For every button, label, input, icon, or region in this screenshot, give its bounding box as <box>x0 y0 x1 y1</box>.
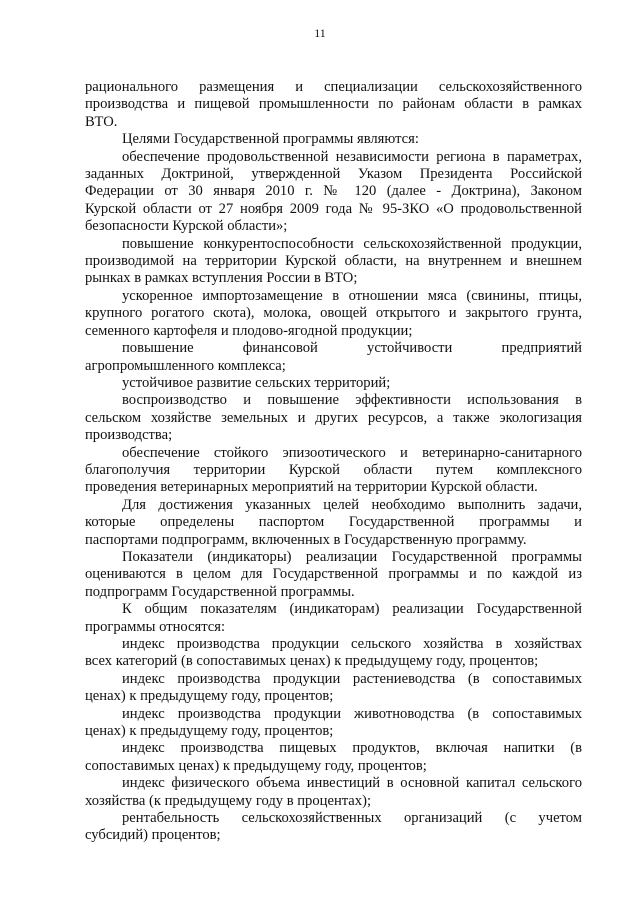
text-line: агропромышленного комплекса; <box>85 357 286 374</box>
text-line: повышение финансовой устойчивости предприятий <box>122 340 582 357</box>
text-line: рационального размещения и специализации сельскохозяйственного <box>85 79 582 95</box>
text-line: рентабельность сельскохозяйственных организаций (с учетом <box>122 810 582 827</box>
text-line: устойчивое развитие сельских территорий; <box>122 374 391 391</box>
text-line: подпрограмм Государственной программы. <box>85 583 355 600</box>
text-line: индекс производства продукции животноводства (в сопоставимых <box>122 705 582 722</box>
text-line: оцениваются в целом для Государственной программы и по каждой из <box>85 566 582 583</box>
text-line: обеспечение стойкого эпизоотического и ветеринарно-санитарного <box>122 444 582 461</box>
text-line: индекс физического объема инвестиций в основной капитал сельского <box>122 775 582 792</box>
text-line: субсидий) процентов; <box>85 827 221 844</box>
text-line: ВТО. <box>85 113 118 130</box>
paragraph <box>85 149 582 236</box>
paragraph <box>85 340 582 375</box>
paragraph <box>85 636 582 671</box>
paragraph <box>85 288 582 340</box>
paragraph <box>85 131 582 148</box>
page-number: 11 <box>314 26 326 40</box>
paragraph <box>85 445 582 497</box>
paragraph <box>85 549 582 601</box>
text-line: паспортами подпрограмм, включенных в Государственную программу. <box>85 531 527 548</box>
paragraph <box>85 497 582 549</box>
text-line: ценах) к предыдущему году, процентов; <box>85 723 334 740</box>
text-line: К общим показателям (индикаторам) реализации Государственной <box>122 601 582 618</box>
paragraph <box>85 236 582 288</box>
document-body <box>85 79 582 845</box>
text-line: производства; <box>85 427 173 444</box>
text-line: хозяйства (к предыдущему году в процентах); <box>85 792 371 809</box>
paragraph <box>85 810 582 845</box>
text-line: программы относятся: <box>85 618 226 635</box>
paragraph <box>85 775 582 810</box>
text-line: производства и пищевой промышленности по районам области в рамках <box>85 96 582 113</box>
text-line: Федерации от 30 января 2010 г. № 120 (далее - Доктрина), Законом <box>85 183 582 200</box>
paragraph <box>85 740 582 775</box>
paragraph <box>85 375 582 392</box>
text-line: которые определены паспортом Государственной программы и <box>85 514 582 531</box>
text-line: воспроизводство и повышение эффективности использования в <box>122 392 582 409</box>
text-line: ценах) к предыдущему году, процентов; <box>85 688 334 705</box>
paragraph <box>85 601 582 636</box>
text-line: благополучия территории Курской области путем комплексного <box>85 461 582 478</box>
text-line: безопасности Курской области»; <box>85 218 288 235</box>
text-line: сельском хозяйстве земельных и других ресурсов, а также экологизация <box>85 409 582 426</box>
text-line: Курской области от 27 ноября 2009 года № 95-ЗКО «О продовольственной <box>85 200 582 217</box>
text-line: индекс производства продукции растениеводства (в сопоставимых <box>122 670 582 687</box>
text-line: Целями Государственной программы являются: <box>122 131 419 148</box>
text-line: всех категорий (в сопоставимых ценах) к предыдущему году, процентов; <box>85 653 539 670</box>
text-line: повышение конкурентоспособности сельскохозяйственной продукции, <box>122 235 582 252</box>
text-line: Для достижения указанных целей необходимо выполнить задачи, <box>122 496 582 513</box>
text-line: сопоставимых ценах) к предыдущему году, процентов; <box>85 757 427 774</box>
text-line: индекс производства продукции сельского хозяйства в хозяйствах <box>122 636 582 652</box>
text-line: рынках в рамках вступления России в ВТО; <box>85 270 358 287</box>
text-line: индекс производства пищевых продуктов, включая напитки (в <box>122 740 582 757</box>
text-line: заданных Доктриной, утвержденной Указом Президента Российской <box>85 166 582 183</box>
paragraph <box>85 706 582 741</box>
text-line: крупного рогатого скота), молока, овощей открытого и закрытого грунта, <box>85 305 582 322</box>
text-line: проведения ветеринарных мероприятий на территории Курской области. <box>85 479 538 496</box>
paragraph <box>85 79 582 131</box>
text-line: производимой на территории Курской области, на внутреннем и внешнем <box>85 253 582 270</box>
paragraph <box>85 671 582 706</box>
text-line: ускоренное импортозамещение в отношении мяса (свинины, птицы, <box>122 287 582 304</box>
text-line: Показатели (индикаторы) реализации Государственной программы <box>122 548 582 565</box>
text-line: семенного картофеля и плодово-ягодной продукции; <box>85 322 413 339</box>
paragraph <box>85 392 582 444</box>
text-line: обеспечение продовольственной независимости региона в параметрах, <box>122 148 582 165</box>
